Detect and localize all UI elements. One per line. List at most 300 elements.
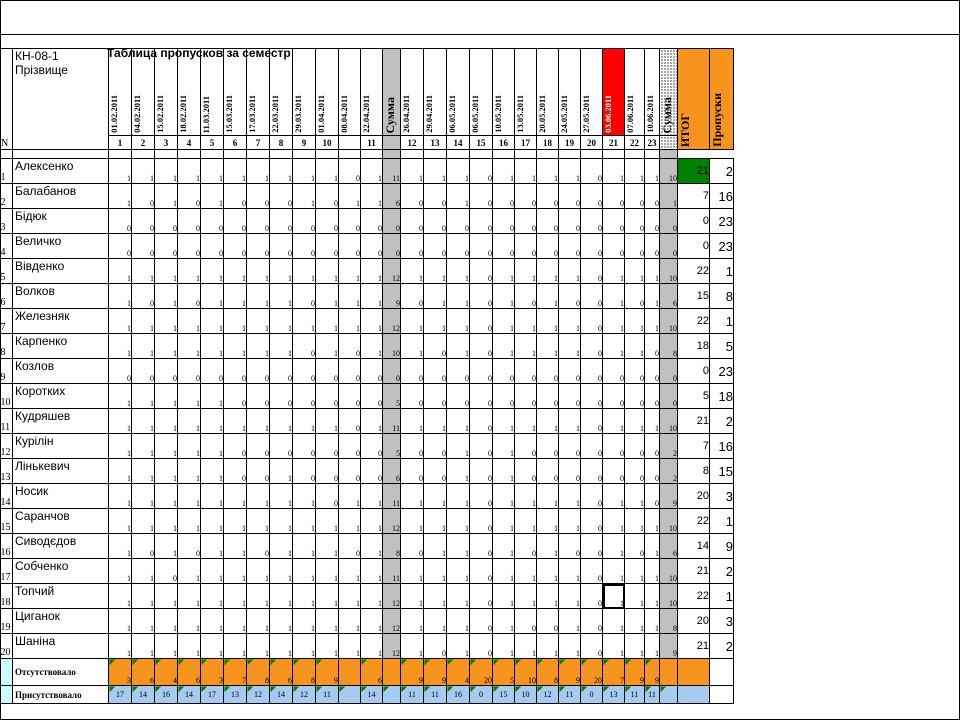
attendance-cell[interactable]: 1	[401, 484, 424, 509]
row-number[interactable]: 6	[1, 284, 13, 309]
attendance-cell[interactable]: 1	[293, 159, 316, 184]
attendance-cell[interactable]: 0	[581, 209, 603, 234]
attendance-cell[interactable]: 1	[645, 559, 660, 584]
attendance-cell[interactable]: 0	[270, 359, 293, 384]
attendance-cell[interactable]: 1	[270, 159, 293, 184]
absent-count[interactable]: 6	[178, 659, 201, 686]
attendance-cell[interactable]: 0	[470, 234, 493, 259]
spacer-cell[interactable]	[247, 150, 270, 159]
attendance-cell[interactable]: 0	[493, 359, 515, 384]
attendance-cell[interactable]: 0	[493, 184, 515, 209]
attendance-cell[interactable]: 0	[581, 434, 603, 459]
absent-count[interactable]: 9	[316, 659, 339, 686]
attendance-cell[interactable]: 6	[660, 534, 678, 559]
attendance-cell[interactable]: 1	[361, 509, 383, 534]
propuski-cell[interactable]: 23	[710, 359, 734, 384]
attendance-cell[interactable]: 10	[660, 409, 678, 434]
attendance-cell[interactable]: 1	[447, 459, 470, 484]
attendance-cell[interactable]: 1	[603, 284, 625, 309]
attendance-cell[interactable]: 1	[224, 259, 247, 284]
attendance-cell[interactable]: 0	[293, 234, 316, 259]
attendance-cell[interactable]: 1	[361, 534, 383, 559]
row-number[interactable]: 7	[1, 309, 13, 334]
row-number[interactable]: 2	[1, 184, 13, 209]
attendance-cell[interactable]: 0	[339, 209, 361, 234]
attendance-cell[interactable]: 0	[201, 209, 224, 234]
attendance-cell[interactable]: 1	[109, 509, 132, 534]
attendance-cell[interactable]: 1	[493, 509, 515, 534]
attendance-cell[interactable]: 1	[339, 284, 361, 309]
attendance-cell[interactable]: 1	[270, 609, 293, 634]
propuski-cell[interactable]: 15	[710, 459, 734, 484]
spacer-cell[interactable]	[383, 150, 401, 159]
attendance-cell[interactable]: 1	[270, 309, 293, 334]
attendance-cell[interactable]: 1	[201, 434, 224, 459]
propuski-cell[interactable]: 2	[710, 409, 734, 434]
attendance-cell[interactable]: 0	[247, 434, 270, 459]
attendance-cell[interactable]: 1	[293, 409, 316, 434]
row-number[interactable]: 14	[1, 484, 13, 509]
attendance-cell[interactable]: 1	[424, 409, 447, 434]
itog-cell[interactable]: 0	[678, 234, 710, 259]
student-name[interactable]: Курілін	[13, 434, 109, 459]
attendance-cell[interactable]: 0	[178, 209, 201, 234]
attendance-cell[interactable]: 0	[316, 209, 339, 234]
attendance-cell[interactable]: 1	[625, 584, 645, 609]
attendance-cell[interactable]: 0	[132, 209, 155, 234]
attendance-cell[interactable]: 0	[247, 459, 270, 484]
row-number[interactable]: 4	[1, 234, 13, 259]
index-cell[interactable]: 7	[247, 136, 270, 150]
attendance-cell[interactable]: 1	[293, 259, 316, 284]
spacer-cell[interactable]	[270, 150, 293, 159]
attendance-cell[interactable]: 1	[447, 409, 470, 434]
attendance-cell[interactable]: 0	[316, 484, 339, 509]
present-count[interactable]: 17	[109, 686, 132, 704]
attendance-cell[interactable]: 1	[493, 159, 515, 184]
attendance-cell[interactable]: 1	[339, 509, 361, 534]
attendance-cell[interactable]: 1	[493, 609, 515, 634]
student-name[interactable]: Собченко	[13, 559, 109, 584]
absent-count[interactable]: 9	[424, 659, 447, 686]
attendance-cell[interactable]: 0	[493, 384, 515, 409]
spacer-cell[interactable]	[470, 150, 493, 159]
attendance-cell[interactable]: 8	[660, 334, 678, 359]
itog-cell[interactable]: 7	[678, 184, 710, 209]
attendance-cell[interactable]: 0	[581, 284, 603, 309]
attendance-cell[interactable]: 10	[660, 259, 678, 284]
date-header-9[interactable]	[293, 49, 316, 136]
attendance-cell[interactable]: 0	[625, 234, 645, 259]
attendance-cell[interactable]: 1	[109, 384, 132, 409]
attendance-cell[interactable]: 1	[603, 409, 625, 434]
attendance-cell[interactable]: 1	[316, 309, 339, 334]
attendance-cell[interactable]: 1	[625, 559, 645, 584]
attendance-cell[interactable]: 1	[537, 634, 559, 659]
spacer-cell[interactable]	[316, 150, 339, 159]
student-name[interactable]: Козлов	[13, 359, 109, 384]
attendance-cell[interactable]: 1	[625, 409, 645, 434]
attendance-cell[interactable]: 6	[383, 184, 401, 209]
absent-count[interactable]: 8	[247, 659, 270, 686]
attendance-cell[interactable]: 0	[515, 234, 537, 259]
attendance-cell[interactable]: 0	[224, 234, 247, 259]
attendance-cell[interactable]: 0	[132, 284, 155, 309]
index-cell[interactable]: 19	[559, 136, 581, 150]
attendance-cell[interactable]: 0	[447, 359, 470, 384]
attendance-cell[interactable]: 1	[201, 509, 224, 534]
attendance-cell[interactable]: 1	[625, 609, 645, 634]
attendance-cell[interactable]: 6	[383, 459, 401, 484]
attendance-cell[interactable]: 1	[201, 309, 224, 334]
absent-count[interactable]: 7	[603, 659, 625, 686]
absent-count[interactable]: 9	[559, 659, 581, 686]
propuski-cell[interactable]: 3	[710, 484, 734, 509]
attendance-cell[interactable]: 1	[270, 284, 293, 309]
attendance-cell[interactable]: 1	[645, 309, 660, 334]
date-header-7[interactable]	[247, 49, 270, 136]
attendance-cell[interactable]: 1	[625, 509, 645, 534]
attendance-cell[interactable]: 1	[109, 434, 132, 459]
attendance-cell[interactable]: 0	[537, 359, 559, 384]
attendance-cell[interactable]: 1	[559, 159, 581, 184]
attendance-cell[interactable]: 1	[515, 509, 537, 534]
attendance-cell[interactable]: 1	[270, 259, 293, 284]
attendance-cell[interactable]: 1	[361, 259, 383, 284]
attendance-cell[interactable]: 1	[424, 509, 447, 534]
row-number[interactable]: 13	[1, 459, 13, 484]
attendance-cell[interactable]: 1	[132, 509, 155, 534]
attendance-cell[interactable]: 1	[339, 584, 361, 609]
attendance-cell[interactable]: 0	[339, 159, 361, 184]
attendance-cell[interactable]: 0	[470, 359, 493, 384]
date-header-12[interactable]	[361, 49, 383, 136]
spacer-cell[interactable]	[155, 150, 178, 159]
spacer-cell[interactable]	[201, 150, 224, 159]
attendance-cell[interactable]: 0	[559, 234, 581, 259]
attendance-cell[interactable]: 1	[155, 634, 178, 659]
attendance-cell[interactable]: 12	[383, 309, 401, 334]
attendance-cell[interactable]: 0	[316, 184, 339, 209]
student-name[interactable]: Алексенко	[13, 159, 109, 184]
attendance-cell[interactable]: 1	[515, 159, 537, 184]
attendance-cell[interactable]: 12	[383, 584, 401, 609]
attendance-cell[interactable]: 1	[493, 559, 515, 584]
attendance-cell[interactable]: 1	[155, 434, 178, 459]
attendance-cell[interactable]: 1	[224, 284, 247, 309]
attendance-cell[interactable]: 1	[493, 584, 515, 609]
attendance-cell[interactable]: 1	[109, 634, 132, 659]
itog-cell[interactable]: 14	[678, 534, 710, 559]
attendance-cell[interactable]: 1	[224, 484, 247, 509]
attendance-cell[interactable]: 1	[293, 509, 316, 534]
attendance-cell[interactable]: 0	[383, 359, 401, 384]
attendance-cell[interactable]: 11	[383, 409, 401, 434]
propuski-cell[interactable]: 18	[710, 384, 734, 409]
attendance-cell[interactable]: 0	[515, 609, 537, 634]
attendance-cell[interactable]: 11	[383, 159, 401, 184]
attendance-cell[interactable]: 0	[603, 234, 625, 259]
n-header[interactable]: N	[1, 49, 13, 150]
attendance-cell[interactable]: 1	[247, 609, 270, 634]
attendance-cell[interactable]: 1	[603, 634, 625, 659]
attendance-cell[interactable]: 1	[293, 184, 316, 209]
attendance-cell[interactable]: 0	[470, 634, 493, 659]
absent-count[interactable]: 4	[447, 659, 470, 686]
attendance-cell[interactable]: 1	[178, 334, 201, 359]
student-name[interactable]: Вівденко	[13, 259, 109, 284]
attendance-cell[interactable]: 1	[361, 609, 383, 634]
attendance-cell[interactable]: 1	[178, 259, 201, 284]
attendance-cell[interactable]: 0	[625, 534, 645, 559]
date-header-20[interactable]	[537, 49, 559, 136]
attendance-cell[interactable]: 1	[645, 609, 660, 634]
attendance-cell[interactable]: 0	[361, 434, 383, 459]
attendance-cell[interactable]: 1	[603, 534, 625, 559]
attendance-cell[interactable]: 0	[581, 459, 603, 484]
attendance-cell[interactable]: 0	[660, 234, 678, 259]
attendance-cell[interactable]: 10	[660, 159, 678, 184]
spacer-cell[interactable]	[132, 150, 155, 159]
absent-count[interactable]: 8	[537, 659, 559, 686]
attendance-cell[interactable]: 0	[625, 384, 645, 409]
absent-count[interactable]	[660, 659, 678, 686]
absent-count[interactable]: 10	[515, 659, 537, 686]
attendance-cell[interactable]: 1	[447, 484, 470, 509]
date-header-18[interactable]	[493, 49, 515, 136]
spacer-cell[interactable]	[493, 150, 515, 159]
attendance-cell[interactable]: 1	[132, 484, 155, 509]
attendance-cell[interactable]: 1	[537, 334, 559, 359]
attendance-cell[interactable]: 0	[470, 384, 493, 409]
date-header-22[interactable]	[581, 49, 603, 136]
attendance-cell[interactable]: 1	[155, 509, 178, 534]
date-header-4[interactable]	[178, 49, 201, 136]
attendance-cell[interactable]: 0	[603, 209, 625, 234]
attendance-cell[interactable]: 0	[537, 184, 559, 209]
date-header-6[interactable]	[224, 49, 247, 136]
attendance-cell[interactable]: 0	[132, 234, 155, 259]
attendance-cell[interactable]: 11	[383, 484, 401, 509]
attendance-cell[interactable]: 0	[447, 209, 470, 234]
index-cell[interactable]: 18	[537, 136, 559, 150]
absent-count[interactable]: 20	[581, 659, 603, 686]
attendance-cell[interactable]: 0	[645, 359, 660, 384]
attendance-cell[interactable]: 0	[247, 534, 270, 559]
itog-header[interactable]	[678, 49, 710, 150]
attendance-cell[interactable]: 1	[361, 584, 383, 609]
attendance-cell[interactable]: 0	[515, 534, 537, 559]
attendance-cell[interactable]: 1	[155, 484, 178, 509]
attendance-table[interactable]	[0, 48, 734, 704]
date-header-14[interactable]	[401, 49, 424, 136]
date-header-19[interactable]	[515, 49, 537, 136]
attendance-cell[interactable]: 1	[316, 159, 339, 184]
attendance-cell[interactable]: 0	[109, 209, 132, 234]
attendance-cell[interactable]: 1	[247, 559, 270, 584]
attendance-cell[interactable]: 1	[401, 334, 424, 359]
attendance-cell[interactable]: 1	[625, 634, 645, 659]
date-header-25[interactable]	[645, 49, 660, 136]
attendance-cell[interactable]: 1	[559, 259, 581, 284]
attendance-cell[interactable]: 1	[109, 459, 132, 484]
attendance-cell[interactable]: 0	[401, 184, 424, 209]
attendance-cell[interactable]: 0	[270, 209, 293, 234]
index-cell[interactable]: 6	[224, 136, 247, 150]
attendance-cell[interactable]: 1	[224, 159, 247, 184]
attendance-cell[interactable]: 1	[361, 309, 383, 334]
attendance-cell[interactable]: 0	[645, 184, 660, 209]
spacer-cell[interactable]	[537, 150, 559, 159]
attendance-cell[interactable]: 6	[660, 284, 678, 309]
attendance-cell[interactable]: 0	[645, 209, 660, 234]
attendance-cell[interactable]: 1	[447, 559, 470, 584]
attendance-cell[interactable]: 0	[493, 209, 515, 234]
attendance-cell[interactable]: 0	[401, 384, 424, 409]
attendance-cell[interactable]: 1	[493, 284, 515, 309]
attendance-cell[interactable]: 1	[316, 409, 339, 434]
present-count[interactable]: 16	[447, 686, 470, 704]
propuski-cell[interactable]: 5	[710, 334, 734, 359]
row-number[interactable]: 19	[1, 609, 13, 634]
attendance-cell[interactable]: 1	[447, 509, 470, 534]
attendance-cell[interactable]: 0	[424, 459, 447, 484]
attendance-cell[interactable]: 0	[537, 234, 559, 259]
attendance-cell[interactable]: 9	[660, 484, 678, 509]
attendance-cell[interactable]: 0	[645, 459, 660, 484]
attendance-cell[interactable]: 0	[270, 184, 293, 209]
index-cell[interactable]	[660, 136, 678, 150]
attendance-cell[interactable]: 1	[603, 509, 625, 534]
attendance-cell[interactable]: 1	[559, 309, 581, 334]
attendance-cell[interactable]: 1	[109, 159, 132, 184]
attendance-cell[interactable]: 0	[178, 234, 201, 259]
attendance-cell[interactable]: 12	[383, 259, 401, 284]
attendance-cell[interactable]: 1	[339, 184, 361, 209]
attendance-cell[interactable]: 1	[224, 634, 247, 659]
index-cell[interactable]: 21	[603, 136, 625, 150]
row-number[interactable]: 16	[1, 534, 13, 559]
present-count[interactable]: 10	[515, 686, 537, 704]
attendance-cell[interactable]: 1	[424, 559, 447, 584]
attendance-cell[interactable]: 1	[132, 559, 155, 584]
attendance-cell[interactable]: 1	[424, 534, 447, 559]
attendance-cell[interactable]: 0	[515, 359, 537, 384]
attendance-cell[interactable]: 1	[316, 634, 339, 659]
attendance-cell[interactable]: 0	[515, 209, 537, 234]
spacer-cell[interactable]	[361, 150, 383, 159]
attendance-cell[interactable]: 1	[293, 634, 316, 659]
absent-count[interactable]: 6	[361, 659, 383, 686]
attendance-cell[interactable]: 1	[559, 584, 581, 609]
attendance-cell[interactable]: 0	[603, 359, 625, 384]
attendance-cell[interactable]: 1	[293, 584, 316, 609]
attendance-cell[interactable]: 0	[537, 609, 559, 634]
attendance-cell[interactable]: 0	[581, 234, 603, 259]
attendance-cell[interactable]: 1	[515, 484, 537, 509]
attendance-cell[interactable]: 0	[581, 509, 603, 534]
itog-cell[interactable]: 15	[678, 284, 710, 309]
date-header-5[interactable]	[201, 49, 224, 136]
attendance-cell[interactable]: 0	[155, 559, 178, 584]
attendance-cell[interactable]: 0	[515, 184, 537, 209]
attendance-cell[interactable]: 1	[361, 284, 383, 309]
attendance-cell[interactable]: 1	[424, 259, 447, 284]
attendance-cell[interactable]: 0	[470, 609, 493, 634]
attendance-cell[interactable]: 1	[132, 584, 155, 609]
date-header-13[interactable]	[383, 49, 401, 136]
attendance-cell[interactable]: 0	[470, 509, 493, 534]
absent-count[interactable]	[339, 659, 361, 686]
row-number[interactable]: 1	[1, 159, 13, 184]
attendance-cell[interactable]: 0	[625, 184, 645, 209]
attendance-cell[interactable]: 0	[470, 259, 493, 284]
row-number[interactable]: 20	[1, 634, 13, 659]
attendance-cell[interactable]: 1	[339, 609, 361, 634]
attendance-cell[interactable]: 1	[247, 634, 270, 659]
itog-cell[interactable]: 20	[678, 484, 710, 509]
attendance-cell[interactable]: 0	[603, 184, 625, 209]
attendance-cell[interactable]: 0	[645, 334, 660, 359]
index-cell[interactable]	[383, 136, 401, 150]
attendance-cell[interactable]: 1	[132, 459, 155, 484]
attendance-cell[interactable]: 1	[224, 559, 247, 584]
attendance-cell[interactable]: 1	[178, 634, 201, 659]
attendance-cell[interactable]: 1	[447, 434, 470, 459]
attendance-cell[interactable]: 1	[201, 534, 224, 559]
propuski-cell[interactable]: 1	[710, 509, 734, 534]
attendance-cell[interactable]: 0	[581, 609, 603, 634]
absent-count[interactable]: 3	[201, 659, 224, 686]
date-header-11[interactable]	[339, 49, 361, 136]
attendance-cell[interactable]: 1	[447, 334, 470, 359]
student-name[interactable]: Циганок	[13, 609, 109, 634]
attendance-cell[interactable]: 1	[424, 284, 447, 309]
attendance-cell[interactable]: 1	[316, 334, 339, 359]
attendance-cell[interactable]: 1	[515, 334, 537, 359]
attendance-cell[interactable]: 0	[470, 309, 493, 334]
row-number[interactable]: 3	[1, 209, 13, 234]
attendance-cell[interactable]: 1	[132, 259, 155, 284]
attendance-cell[interactable]: 0	[625, 209, 645, 234]
attendance-cell[interactable]: 9	[660, 634, 678, 659]
attendance-cell[interactable]: 1	[339, 484, 361, 509]
attendance-cell[interactable]: 12	[383, 634, 401, 659]
attendance-cell[interactable]: 0	[224, 384, 247, 409]
attendance-cell[interactable]: 1	[132, 384, 155, 409]
attendance-cell[interactable]: 1	[603, 334, 625, 359]
attendance-cell[interactable]: 1	[625, 484, 645, 509]
attendance-cell[interactable]: 0	[293, 209, 316, 234]
spacer-cell[interactable]	[224, 150, 247, 159]
attendance-cell[interactable]: 1	[224, 609, 247, 634]
attendance-cell[interactable]: 0	[447, 384, 470, 409]
index-cell[interactable]: 11	[361, 136, 383, 150]
attendance-cell[interactable]: 1	[224, 334, 247, 359]
attendance-cell[interactable]: 0	[645, 384, 660, 409]
attendance-cell[interactable]: 1	[201, 259, 224, 284]
attendance-cell[interactable]: 1	[201, 484, 224, 509]
attendance-cell[interactable]: 1	[293, 309, 316, 334]
row-number[interactable]: 15	[1, 509, 13, 534]
attendance-cell[interactable]: 0	[581, 584, 603, 609]
attendance-cell[interactable]: 0	[515, 384, 537, 409]
attendance-cell[interactable]: 1	[109, 259, 132, 284]
attendance-cell[interactable]: 1	[339, 309, 361, 334]
attendance-cell[interactable]: 10	[660, 584, 678, 609]
attendance-cell[interactable]: 0	[424, 209, 447, 234]
attendance-cell[interactable]: 1	[537, 409, 559, 434]
